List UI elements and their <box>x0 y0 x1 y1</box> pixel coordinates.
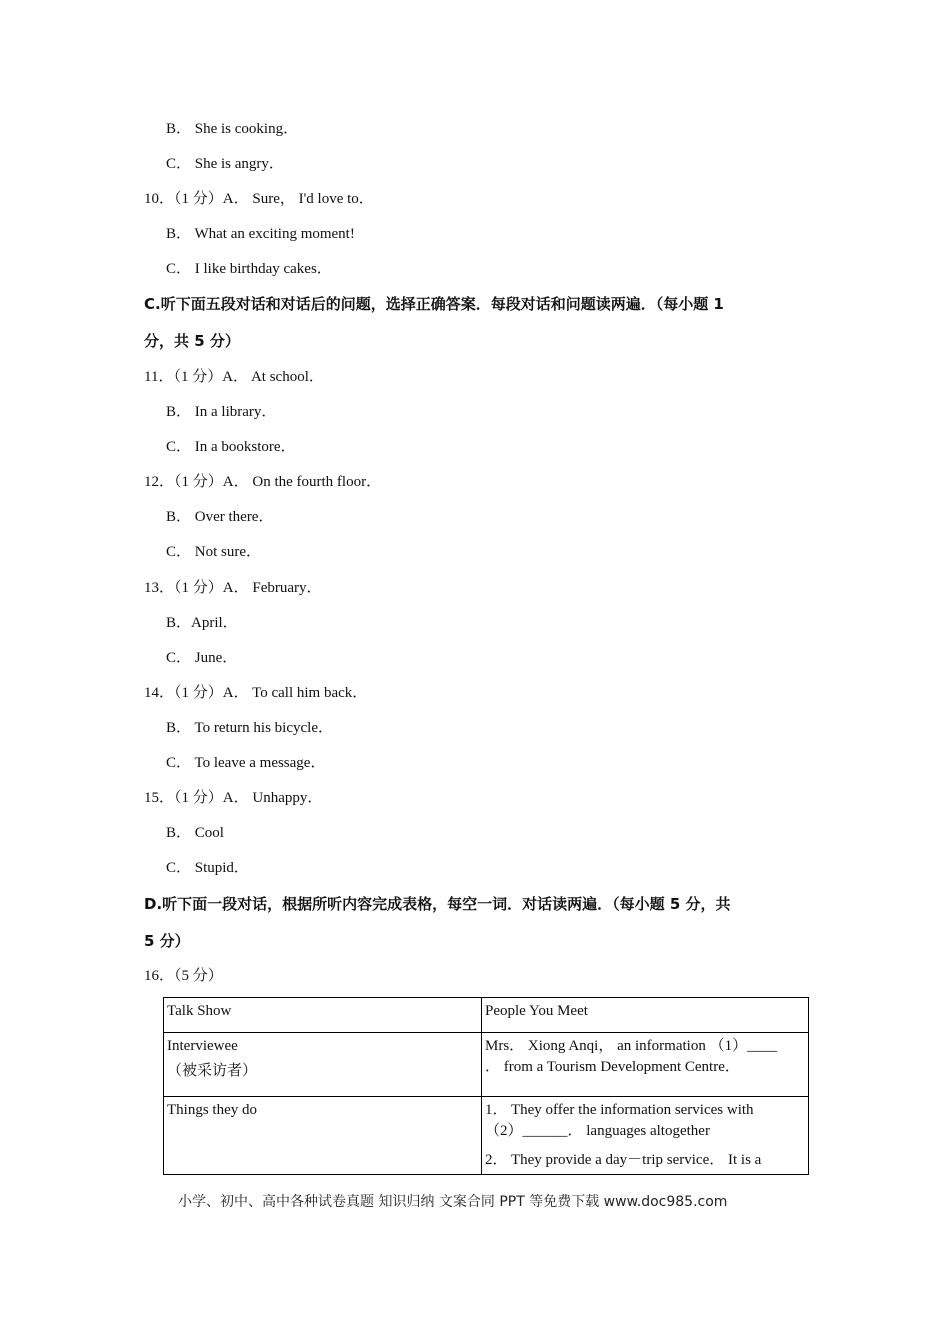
q12-option-b: B． Over there． <box>166 509 274 525</box>
table-row <box>164 1033 809 1097</box>
interviewee-label-cell <box>164 1033 482 1097</box>
section-c-heading: C.听下面五段对话和对话后的问题，选择正确答案．每段对话和问题读两遍．（每小题 1 <box>144 295 724 313</box>
section-d-heading: D.听下面一段对话，根据所听内容完成表格，每空一词．对话读两遍．（每小题 5 分，共 <box>144 895 731 913</box>
things-value-cell <box>482 1097 809 1175</box>
table-header-left: Talk Show <box>164 998 482 1033</box>
q9-option-c: C． She is angry． <box>166 156 284 172</box>
interviewee-value-line1: Mrs． Xiong Anqi， an information （1）____ <box>485 1038 778 1054</box>
talk-show-table <box>163 997 809 1175</box>
q10-option-c: C． I like birthday cakes． <box>166 261 332 277</box>
q14-option-c: C． To leave a message． <box>166 755 326 771</box>
interviewee-value-cell <box>482 1033 809 1097</box>
interviewee-value-line2: ． from a Tourism Development Centre． <box>485 1059 740 1075</box>
things-label-cell: Things they do <box>164 1097 482 1175</box>
question-15: 15．（1 分）A． Unhappy． <box>144 790 323 806</box>
things-value-line2: （2）______． languages altogether <box>485 1123 710 1139</box>
page-footer: 小学、初中、高中各种试卷真题 知识归纳 文案合同 PPT 等免费下载 www.doc985.com <box>178 1194 728 1210</box>
question-10: 10．（1 分）A． Sure， I'd love to． <box>144 191 374 207</box>
section-d-heading-cont: 5 分） <box>144 932 190 950</box>
q13-option-c: C． June． <box>166 650 238 666</box>
things-value-line3: 2． They provide a day－trip service． It is a <box>485 1152 762 1168</box>
question-12: 12．（1 分）A． On the fourth floor． <box>144 474 382 490</box>
question-11: 11．（1 分）A． At school． <box>144 369 324 385</box>
table-header-row <box>164 998 809 1033</box>
section-c-heading-cont: 分，共 5 分） <box>144 332 240 350</box>
q10-option-b: B． What an exciting moment! <box>166 226 355 242</box>
interviewee-label-cn: （被采访者） <box>167 1063 258 1079</box>
q11-option-b: B． In a library． <box>166 404 277 420</box>
things-value-line1: 1． They offer the information services with <box>485 1102 754 1118</box>
q12-option-c: C． Not sure． <box>166 544 261 560</box>
q13-option-b: B．April． <box>166 615 238 631</box>
q14-option-b: B． To return his bicycle． <box>166 720 333 736</box>
table-row <box>164 1097 809 1175</box>
interviewee-label: Interviewee <box>167 1038 238 1054</box>
question-13: 13．（1 分）A． February． <box>144 580 322 596</box>
q15-option-b: B． Cool <box>166 825 224 841</box>
q9-option-b: B． She is cooking． <box>166 121 299 137</box>
question-16: 16．（5 分） <box>144 968 223 984</box>
q11-option-c: C． In a bookstore． <box>166 439 296 455</box>
q15-option-c: C． Stupid． <box>166 860 249 876</box>
table-header-right: People You Meet <box>482 998 809 1033</box>
question-14: 14．（1 分）A． To call him back． <box>144 685 368 701</box>
